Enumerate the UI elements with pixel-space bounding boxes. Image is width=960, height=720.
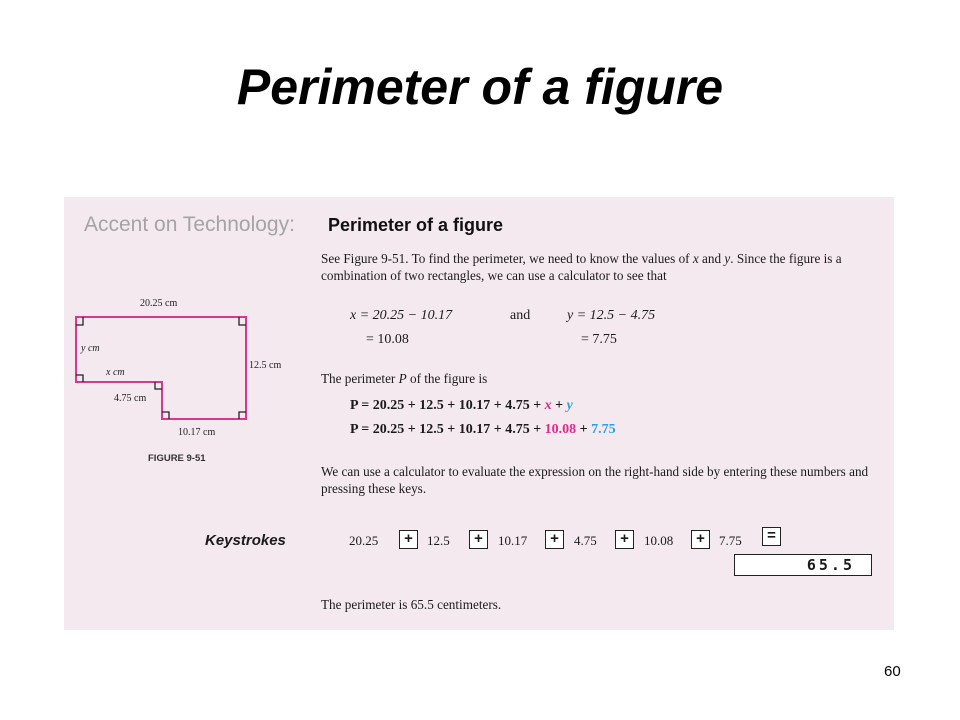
y-equation-1: y = 12.5 − 4.75 [567,308,656,323]
and-word: and [510,308,531,323]
x-equation-2: = 10.08 [366,332,409,347]
key-value: 20.25 [349,533,379,548]
intro-paragraph: See Figure 9-51. To find the perimeter, we need to know the values of x and y. Since the figure is a combination of two rectangles, we can use a calculator to see that [321,251,842,283]
key-value: 12.5 [427,533,450,548]
y-equation-2: = 7.75 [581,332,617,347]
x-equation-1: x = 20.25 − 10.17 [350,308,453,323]
slide-title: Perimeter of a figure [236,59,724,115]
label-top: 20.25 cm [140,298,178,309]
perimeter-equation-symbolic: P = 20.25 + 12.5 + 10.17 + 4.75 + x + y [350,398,573,413]
accent-label: Accent on Technology: [84,213,295,236]
plus-key: + [545,530,564,549]
label-right: 12.5 cm [249,360,282,371]
plus-key: + [691,530,710,549]
label-x: x cm [106,367,125,378]
key-value: 7.75 [719,533,742,548]
plus-key: + [469,530,488,549]
calculator-paragraph: We can use a calculator to evaluate the expression on the right-hand side by entering these numbers and pressing these keys. [321,464,869,496]
label-step: 4.75 cm [114,393,147,404]
equals-key: = [762,527,781,546]
label-bottom: 10.17 cm [178,427,216,438]
key-value: 10.17 [498,533,528,548]
conclusion-text: The perimeter is 65.5 centimeters. [321,597,502,612]
calculator-display: 65.5 [734,554,872,576]
plus-key: + [399,530,418,549]
perimeter-intro: The perimeter P of the figure is [321,371,488,386]
label-y: y cm [81,343,100,354]
page-number: 60 [884,663,901,680]
perimeter-equation-numeric: P = 20.25 + 12.5 + 10.17 + 4.75 + 10.08 + 7.75 [350,422,616,437]
figure-outline [76,317,246,419]
key-value: 4.75 [574,533,597,548]
section-heading: Perimeter of a figure [328,215,504,235]
figure-caption: FIGURE 9-51 [148,453,206,464]
textbook-panel [64,197,894,630]
plus-key: + [615,530,634,549]
keystrokes-label: Keystrokes [205,532,286,549]
key-value: 10.08 [644,533,674,548]
